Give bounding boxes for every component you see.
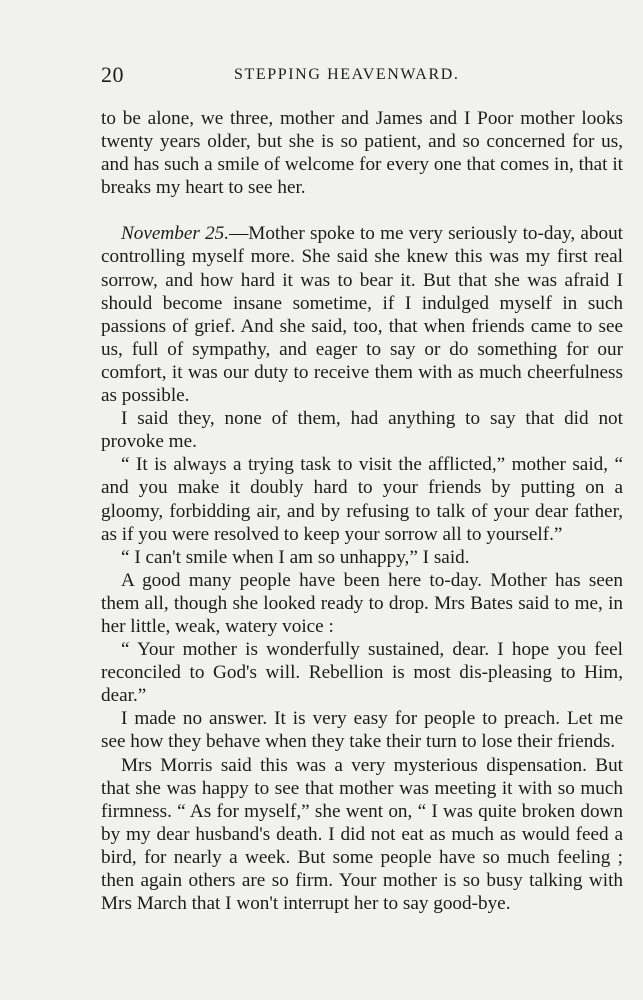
paragraph-text: Mrs Morris said this was a very mysterious dispensation. But that she was happy to see that mother was meeting it with so much firmness. “ As for myself,” she went on, “ I was quite broken down by my dear husband's death. I did not eat as much as would feed a bird, for nearly a week. But some people have so much feeling ; then again others are so firm. Your mother is so busy talking with Mrs March that I won't interrupt her to say good-bye.	[101, 754, 623, 915]
paragraph-text: I said they, none of them, had anything to say that did not provoke me.	[101, 408, 623, 453]
running-head	[101, 62, 623, 92]
body-text	[101, 107, 623, 915]
paragraph	[101, 453, 623, 545]
paragraph	[101, 569, 623, 638]
paragraph	[101, 407, 623, 453]
paragraph-text: —Mother spoke to me very seriously to-day, about controlling myself more. She said she knew this was my first real sorrow, and how hard it was to bear it. But that she was afraid I should become insane sometime, if I indulged myself in such passions of grief. And she said, too, that when friends came to see us, full of sympathy, and eager to say or do something for our comfort, it was our duty to receive them with as much cheerfulness as possible.	[101, 223, 623, 407]
paragraph-text: I made no answer. It is very easy for people to preach. Let me see how they behave when they take their turn to lose their friends.	[101, 708, 623, 753]
paragraph	[101, 546, 623, 569]
entry-date: November 25.	[121, 223, 230, 245]
paragraph-text: “ I can't smile when I am so unhappy,” I said.	[121, 546, 470, 568]
running-title: STEPPING HEAVENWARD.	[234, 66, 460, 83]
paragraph-text: A good many people have been here to-day. Mother has seen them all, though she looked ready to drop. Mrs Bates said to me, in her little, weak, watery voice :	[101, 569, 623, 637]
paragraph	[101, 638, 623, 707]
paragraph-continuation	[101, 107, 623, 199]
paragraph-text: “ It is always a trying task to visit the afflicted,” mother said, “ and you make it doubly hard to your friends by putting on a gloomy, forbidding air, and by refusing to talk of your dear father, as if you were resolved to keep your sorrow all to yourself.”	[101, 454, 623, 545]
paragraph	[101, 707, 623, 753]
page-number: 20	[101, 62, 124, 87]
paragraph-text: to be alone, we three, mother and James and I Poor mother looks twenty years older, but she is so patient, and so concerned for us, and has such a smile of welcome for every one that comes in, that it breaks my heart to see her.	[101, 108, 623, 199]
paragraph	[101, 754, 623, 916]
paragraph-text: “ Your mother is wonderfully sustained, dear. I hope you feel reconciled to God's will. Rebellion is most dis-pleasing to Him, dear.”	[101, 639, 623, 707]
paragraph-dated-entry	[101, 222, 623, 407]
